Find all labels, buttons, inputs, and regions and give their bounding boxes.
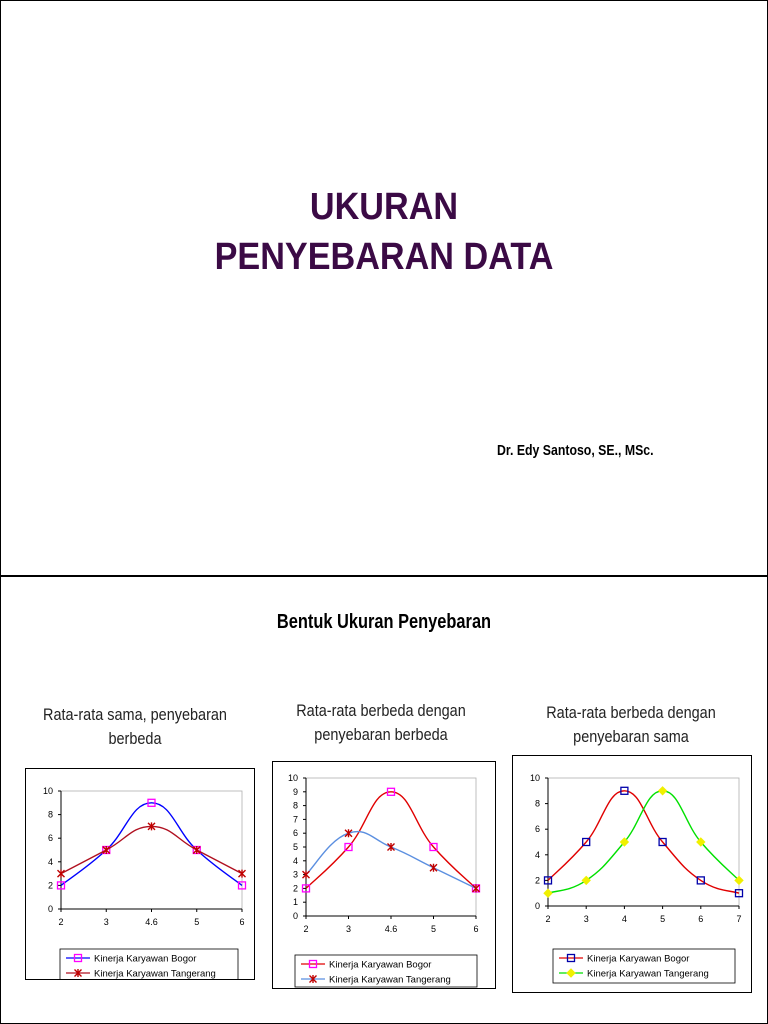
data-point xyxy=(388,843,395,851)
y-tick-label: 6 xyxy=(292,828,298,839)
slide-bentuk-ukuran xyxy=(0,576,768,1024)
x-tick-label: 6 xyxy=(473,924,479,934)
chart-1 xyxy=(26,769,254,979)
data-point xyxy=(582,876,590,884)
x-tick-label: 5 xyxy=(430,924,437,934)
y-tick-label: 8 xyxy=(47,809,53,820)
legend-label: Kinerja Karyawan Tangerang xyxy=(587,968,709,980)
legend-label: Kinerja Karyawan Bogor xyxy=(587,953,690,965)
caption-chart-1: Rata-rata sama, penyebaran berbeda xyxy=(43,705,227,748)
y-tick-label: 8 xyxy=(292,800,298,811)
caption-chart-3: Rata-rata berbeda dengan penyebaran sama xyxy=(546,703,716,746)
y-tick-label: 0 xyxy=(534,901,540,911)
x-tick-label: 6 xyxy=(239,917,245,927)
y-tick-label: 0 xyxy=(47,904,53,914)
x-tick-label: 4.6 xyxy=(384,924,398,934)
y-tick-label: 4 xyxy=(292,855,298,866)
x-tick-label: 2 xyxy=(303,924,309,934)
y-tick-label: 1 xyxy=(292,897,298,908)
title-line-2: PENYEBARAN DATA xyxy=(214,236,554,278)
y-tick-label: 7 xyxy=(292,814,298,825)
y-tick-label: 10 xyxy=(42,786,53,796)
author-name: Dr. Edy Santoso, SE., MSc. xyxy=(497,442,654,459)
series-line-1 xyxy=(306,792,476,889)
y-tick-label: 2 xyxy=(534,875,540,886)
x-tick-label: 3 xyxy=(103,917,109,927)
chart-box-3 xyxy=(512,755,752,993)
chart-2 xyxy=(273,762,495,988)
x-tick-label: 5 xyxy=(194,917,200,927)
plot-area xyxy=(61,791,242,909)
y-tick-label: 8 xyxy=(534,798,540,809)
legend-label: Kinerja Karyawan Bogor xyxy=(329,959,432,971)
x-tick-label: 3 xyxy=(345,924,352,934)
data-point xyxy=(544,889,552,897)
data-point xyxy=(103,846,110,854)
series-line-2 xyxy=(306,832,476,889)
x-tick-label: 3 xyxy=(583,914,589,924)
series-line-1 xyxy=(61,803,242,886)
y-tick-label: 0 xyxy=(292,911,298,921)
chart-box-1 xyxy=(25,768,255,980)
y-tick-label: 2 xyxy=(47,880,53,891)
y-tick-label: 6 xyxy=(534,824,540,835)
data-point xyxy=(473,884,480,892)
data-point xyxy=(430,864,437,872)
caption-chart-2: Rata-rata berbeda dengan penyebaran berbeda xyxy=(296,701,466,744)
y-tick-label: 2 xyxy=(292,883,298,894)
data-point xyxy=(659,787,667,795)
series-line-1 xyxy=(548,791,739,893)
chart-box-2 xyxy=(272,761,496,989)
y-tick-label: 6 xyxy=(47,833,53,844)
x-tick-label: 5 xyxy=(660,914,666,924)
legend-label: Kinerja Karyawan Tangerang xyxy=(94,968,216,979)
y-tick-label: 4 xyxy=(47,856,53,867)
data-point xyxy=(239,870,246,878)
x-tick-label: 7 xyxy=(736,914,742,924)
legend-label: Kinerja Karyawan Bogor xyxy=(94,953,197,965)
slide-heading: Bentuk Ukuran Penyebaran xyxy=(276,611,492,633)
y-tick-label: 10 xyxy=(529,773,540,783)
y-tick-label: 9 xyxy=(292,786,298,797)
data-point xyxy=(58,870,65,878)
plot-area xyxy=(548,778,739,906)
y-tick-label: 3 xyxy=(292,869,298,880)
title-line-1: UKURAN xyxy=(309,186,459,228)
x-tick-label: 4.6 xyxy=(145,917,158,927)
series-line-2 xyxy=(548,791,739,893)
x-tick-label: 2 xyxy=(58,917,64,927)
chart-3 xyxy=(513,756,751,992)
x-tick-label: 4 xyxy=(621,914,627,924)
data-point xyxy=(193,846,200,854)
legend-label: Kinerja Karyawan Tangerang xyxy=(329,974,451,986)
x-tick-label: 2 xyxy=(545,914,551,924)
y-tick-label: 4 xyxy=(534,849,540,860)
series-line-2 xyxy=(61,826,242,873)
x-tick-label: 6 xyxy=(698,914,704,924)
y-tick-label: 10 xyxy=(287,773,298,783)
y-tick-label: 5 xyxy=(292,842,298,852)
